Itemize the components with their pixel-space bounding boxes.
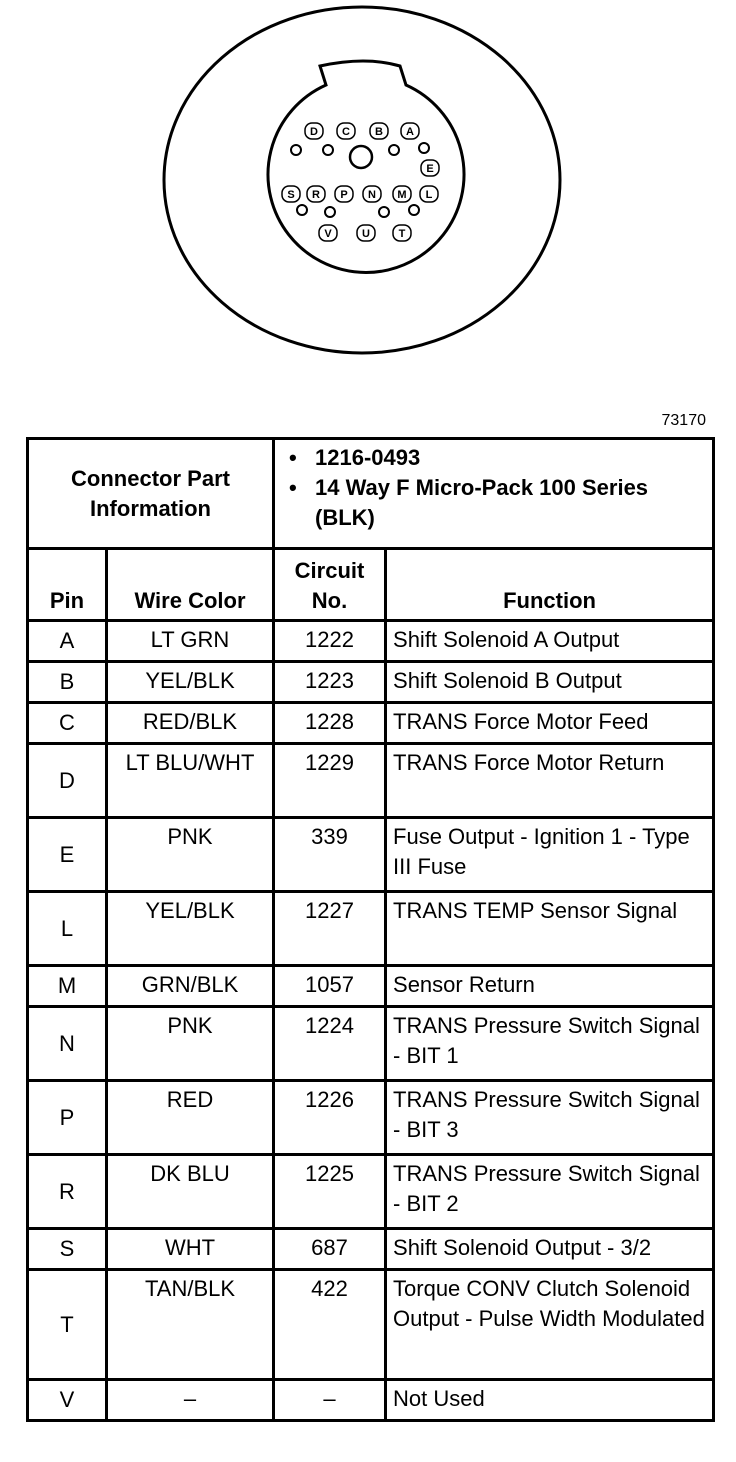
wire-color-cell: LT GRN [107,621,274,662]
pin-cavity [419,143,429,153]
wire-color-cell: GRN/BLK [107,966,274,1007]
function-cell: Shift Solenoid Output - 3/2 [386,1229,714,1270]
function-cell: TRANS Force Motor Return [386,744,714,818]
pin-cavity [291,145,301,155]
pin-letter: U [362,228,370,240]
pin-label [393,225,411,241]
circuit-cell: 1225 [274,1155,386,1229]
pin-letter: M [397,189,407,201]
function-cell: Shift Solenoid B Output [386,662,714,703]
table-row [28,1007,714,1081]
circuit-cell: 1227 [274,892,386,966]
circuit-cell: – [274,1380,386,1421]
pin-cavity [325,207,335,217]
circuit-cell: 422 [274,1270,386,1380]
function-cell: Torque CONV Clutch Solenoid Output - Pulse Width Modulated [386,1270,714,1380]
pin-cavity [297,205,307,215]
wire-color-cell: YEL/BLK [107,662,274,703]
table-row [28,621,714,662]
connector-info-row [28,439,714,549]
wire-color-cell: TAN/BLK [107,1270,274,1380]
wire-color-cell: RED [107,1081,274,1155]
pin-letter: V [324,228,332,240]
pin-letter: L [425,189,433,201]
table-row [28,662,714,703]
wire-color-cell: PNK [107,1007,274,1081]
pin-label [319,225,337,241]
function-cell: Fuse Output - Ignition 1 - Type III Fuse [386,818,714,892]
pin-cell: S [28,1229,107,1270]
circuit-cell: 1229 [274,744,386,818]
circuit-cell: 1224 [274,1007,386,1081]
pin-cell: R [28,1155,107,1229]
pin-letter: E [426,163,434,175]
function-cell: Not Used [386,1380,714,1421]
header-row [28,549,714,621]
circuit-cell: 1223 [274,662,386,703]
figure-number: 73170 [661,412,706,429]
table-row [28,1270,714,1380]
connector-info-values [274,439,714,549]
wire-color-cell: YEL/BLK [107,892,274,966]
function-cell: TRANS TEMP Sensor Signal [386,892,714,966]
table-row [28,1229,714,1270]
pin-cell: T [28,1270,107,1380]
wire-color-cell: PNK [107,818,274,892]
pin-label [393,186,411,202]
table-row [28,1380,714,1421]
connector-face-diagram [0,0,736,400]
function-cell: TRANS Pressure Switch Signal - BIT 2 [386,1155,714,1229]
pin-cell: A [28,621,107,662]
pin-label [420,186,438,202]
pin-cell: V [28,1380,107,1421]
pin-label [363,186,381,202]
pin-letter: A [406,126,414,138]
wire-color-cell: – [107,1380,274,1421]
pin-label [401,123,419,139]
center-hole [350,146,372,168]
pin-cell: M [28,966,107,1007]
header-function: Function [386,549,714,621]
pin-cell: P [28,1081,107,1155]
function-cell: TRANS Pressure Switch Signal - BIT 3 [386,1081,714,1155]
pin-letter: S [287,189,295,201]
pin-letter: P [340,189,348,201]
table-row [28,1081,714,1155]
function-cell: Shift Solenoid A Output [386,621,714,662]
function-cell: TRANS Force Motor Feed [386,703,714,744]
connector-table [26,437,715,1422]
pin-letter: B [375,126,383,138]
pin-label [421,160,439,176]
pin-cavity [323,145,333,155]
pin-letter: N [368,189,376,201]
circuit-cell: 339 [274,818,386,892]
pin-cavity [379,207,389,217]
pin-cell: L [28,892,107,966]
circuit-cell: 687 [274,1229,386,1270]
table-row [28,966,714,1007]
pin-cell: N [28,1007,107,1081]
pin-cell: D [28,744,107,818]
pin-cavity [409,205,419,215]
pin-cavity [389,145,399,155]
header-wire-color: Wire Color [107,549,274,621]
connector-description: • 14 Way F Micro-Pack 100 Series (BLK) [315,473,706,533]
table-row [28,703,714,744]
pin-letter: C [342,126,350,138]
pin-letter: R [312,189,320,201]
pin-cell: C [28,703,107,744]
table-row [28,892,714,966]
table-row [28,818,714,892]
wire-color-cell: WHT [107,1229,274,1270]
function-cell: Sensor Return [386,966,714,1007]
pin-label [335,186,353,202]
pin-label [357,225,375,241]
table-row [28,744,714,818]
pin-letter: D [310,126,318,138]
table-row [28,1155,714,1229]
pin-cell: B [28,662,107,703]
pin-cell: E [28,818,107,892]
connector-info-label: Connector Part Information [28,439,274,549]
header-circuit: Circuit No. [274,549,386,621]
pin-label [370,123,388,139]
pin-label [282,186,300,202]
circuit-cell: 1057 [274,966,386,1007]
pin-label [305,123,323,139]
wire-color-cell: LT BLU/WHT [107,744,274,818]
wire-color-cell: DK BLU [107,1155,274,1229]
circuit-cell: 1226 [274,1081,386,1155]
header-pin: Pin [28,549,107,621]
circuit-cell: 1222 [274,621,386,662]
connector-part-number: • 1216-0493 [315,443,706,473]
pin-label [307,186,325,202]
circuit-cell: 1228 [274,703,386,744]
pin-letter: T [398,228,406,240]
function-cell: TRANS Pressure Switch Signal - BIT 1 [386,1007,714,1081]
pin-label [337,123,355,139]
wire-color-cell: RED/BLK [107,703,274,744]
